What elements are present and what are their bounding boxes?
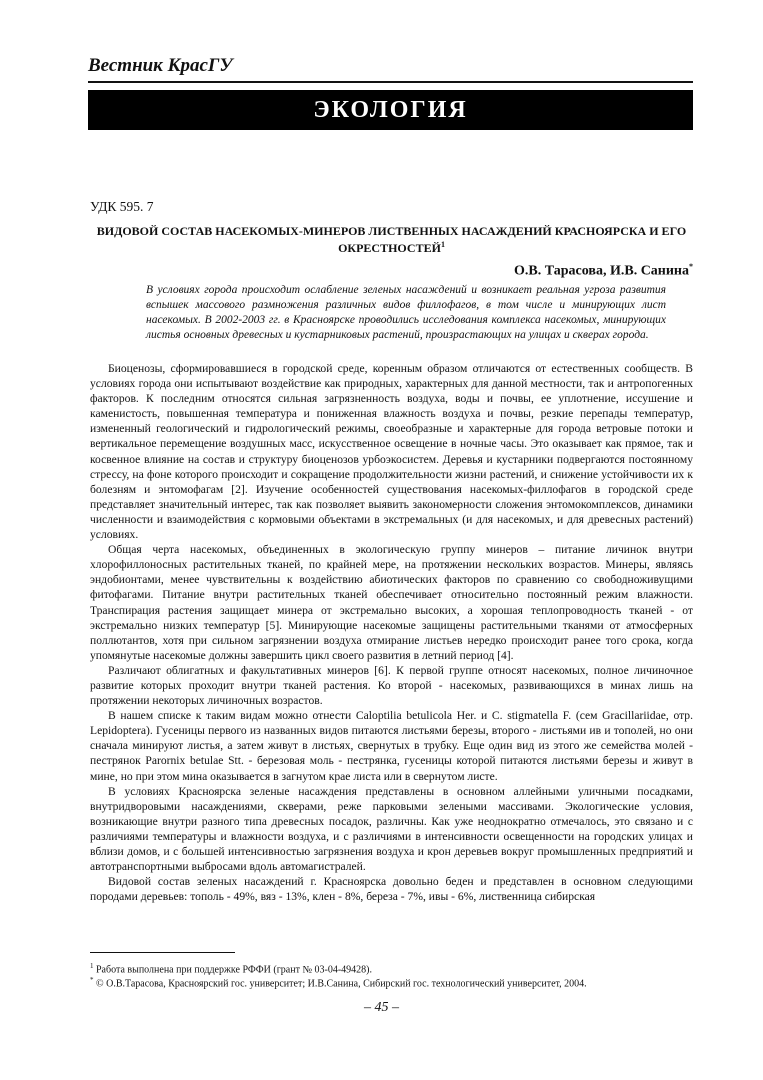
section-title: ЭКОЛОГИЯ (313, 96, 468, 123)
footnote-2 (90, 974, 693, 990)
title-footnote-mark: 1 (440, 240, 445, 249)
udk-code: УДК 595. 7 (90, 199, 154, 214)
paragraph: Общая черта насекомых, объединенных в экологическую группу минеров – питание личинок внутри хлорофиллоносных растительных тканей, по крайней мере, на протяжении нескольких возрастов. Минеры, являясь эндобионтами, менее чувствительны к воздействию абиотических факторов по сравнению со свободноживущими фитофагами. Питание внутри растительных тканей обеспечивает относительно постоянный режим влажности. Транспирация растения защищает минера от экстремально высоких, а хорошая теплопроводность тканей - от экстремально низких температур [5]. Минирующие насекомые защищены растительными тканями от атмосферных поллютантов, хотя при сильном загрязнении воздуха отмирание листьев нередко происходит ранее того срока, когда упомянутые насекомые должны завершить цикл своего развития в летний период [4]. (90, 543, 693, 662)
article-title-text: ВИДОВОЙ СОСТАВ НАСЕКОМЫХ-МИНЕРОВ ЛИСТВЕННЫХ НАСАЖДЕНИЙ КРАСНОЯРСКА И ЕГО ОКРЕСТНОСТЕЙ (96, 224, 687, 255)
paragraph: В условиях Красноярска зеленые насаждения представлены в основном аллейными уличными посадками, внутридворовыми насаждениями, скверами, реже парковыми зелеными массивами. Экологические условия, возникающие внутри разного типа древесных посадок, различны. Как уже неоднократно отмечалось, это связано и с различиями температуры и влажности воздуха, и с различиями в интенсивности освещенности на городских улицах и вблизи домов, и с большей интенсивностью загрязнения воздуха и крон деревьев вокруг промышленных предприятий и автотранспортными выбросами вдоль автомагистралей. (90, 784, 693, 874)
article-title (90, 224, 693, 255)
section-banner (88, 90, 693, 130)
footnote-text: Работа выполнена при поддержке РФФИ (грант № 03-04-49428). (93, 964, 372, 976)
article-body (90, 361, 693, 904)
footnote-text: © О.В.Тарасова, Красноярский гос. университет; И.В.Санина, Сибирский гос. технологический университет, 2004. (93, 978, 587, 990)
abstract: В условиях города происходит ослабление зеленых насаждений и возникает реальная угроза развития вспышек массового размножения различных видов филлофагов, в том числе и минирующих лист насекомых. В 2002-2003 гг. в Красноярске проводились исследования комплекса насекомых, минирующих листья основных древесных и кустарниковых растений, произрастающих на улицах и скверах города. (146, 284, 666, 341)
journal-title: Вестник КрасГУ (88, 55, 233, 76)
page-number: – 45 – (364, 1000, 399, 1015)
paragraph: В нашем списке к таким видам можно отнести Caloptilia betulicola Her. и C. stigmatella F. (сем Gracillariidae, отр. Lepidoptera). Гусеницы первого из названных видов питаются листьями березы, второго - листьями ив и тополей, но они сначала минируют листья, а затем живут в листьях, свернутых в трубку. Еще один вид из этого же семейства молей - пестрянок Parornix betulae Stt. - березовая моль - пестрянка, гусеницы которой питаются листьями березы и живут в мине, но при этом мина оказывается в загнутом крае листа или в свернутом листе. (90, 709, 693, 783)
authors (514, 262, 693, 280)
paragraph: Видовой состав зеленых насаждений г. Красноярска довольно беден и представлен в основном следующими породами деревьев: тополь - 49%, вяз - 13%, клен - 8%, береза - 7%, ивы - 6%, лиственница сибирская (90, 875, 693, 904)
footnote-rule (90, 952, 235, 953)
footnote-mark: * (90, 976, 94, 984)
authors-text: О.В. Тарасова, И.В. Санина (514, 263, 689, 279)
paragraph: Биоценозы, сформировавшиеся в городской среде, коренным образом отличаются от естественных сообществ. В условиях города они испытывают воздействие как природных, характерных для данной местности, так и антропогенных факторов. К последним относятся сильная загрязненность воздуха, воды и почвы, ее уплотнение, иссушение и каменистость, повышенная температура и пониженная влажность воздуха и почвы, резкие перепады температур, измененный геологический и гидрологический режимы, своеобразные и характерные для города ветровые потоки и вертикальное перемещение воздушных масс, искусственное освещение в ночные часы. Это оказывает как прямое, так и косвенное влияние на состав и структуру биоценозов урбоэкосистем. Деревья и кустарники подвергаются постоянному стрессу, на фоне которого происходит и сокращение продолжительности жизни растений, и снижение устойчивости их к болезням и энтомофагам [2]. Изучение особенностей существования насекомых-филлофагов в городской среде представляет значительный интерес, так как позволяет выявить закономерности сложения энтомокомплексов, динамики численности и взаимодействия с кормовыми объектами в экстремальных (и для насекомых, и для древесных растений) условиях. (90, 362, 693, 542)
footnote-mark: 1 (90, 962, 94, 970)
authors-footnote-mark: * (689, 262, 693, 271)
header-rule (88, 81, 693, 83)
paragraph: Различают облигатных и факультативных минеров [6]. К первой группе относят насекомых, полное личиночное развитие которых проходит внутри тканей растения. Ко второй - насекомых, развивающихся в минах лишь на протяжении некоторых личиночных возрастов. (90, 663, 693, 708)
